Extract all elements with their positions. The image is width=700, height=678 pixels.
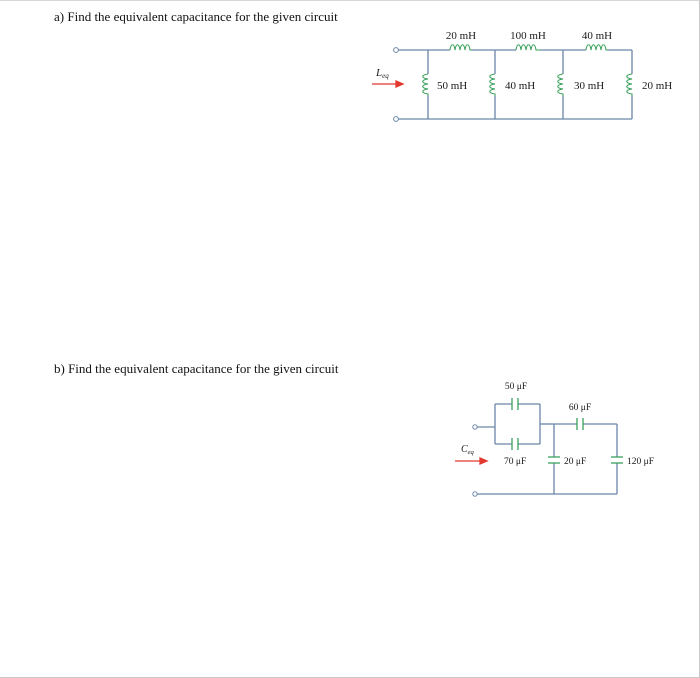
label-b-20uf: 20 μF (564, 457, 587, 467)
label-b-50uf: 50 μF (504, 382, 528, 392)
capacitor-b-50uf (512, 398, 518, 410)
label-a-20mh-series: 20 mH (445, 30, 477, 42)
label-a-40mh-series: 40 mH (581, 30, 613, 42)
capacitor-b-120uf (611, 457, 623, 463)
label-a-100mh-series: 100 mH (510, 30, 546, 42)
label-b-120uf: 120 μF (627, 457, 655, 467)
inductor-a-30mh-shunt (558, 74, 563, 96)
capacitor-b-20uf (548, 457, 560, 463)
terminal-b-top (473, 425, 477, 429)
question-a: a) Find the equivalent capacitance for the given circuit (54, 9, 338, 24)
inductor-a-20mh-shunt (627, 74, 632, 96)
terminal-a-bottom (394, 117, 399, 122)
capacitor-b-60uf (577, 418, 583, 430)
inductor-a-40mh-shunt (490, 74, 495, 96)
label-a-20mh-shunt: 20 mH (642, 80, 673, 92)
question-b: b) Find the equivalent capacitance for the given circuit (54, 361, 339, 376)
circuit-a (372, 30, 672, 121)
label-a-50mh-shunt: 50 mH (437, 80, 468, 92)
inductor-a-40mh-series (586, 45, 608, 50)
arrow-a-head (396, 81, 403, 87)
label-b-70uf: 70 μF (504, 457, 527, 467)
inductor-a-20mh-series (450, 45, 472, 50)
label-a-30mh-shunt: 30 mH (574, 80, 605, 92)
label-a-40mh-shunt: 40 mH (505, 80, 536, 92)
capacitor-b-70uf (512, 438, 518, 450)
arrow-b-head (480, 458, 487, 464)
circuit-b (455, 382, 654, 496)
terminal-b-bottom (473, 492, 477, 496)
terminal-a-top (394, 48, 399, 53)
label-b-60uf: 60 μF (568, 403, 592, 413)
port-label-a: Leq (376, 67, 389, 80)
inductor-a-100mh-series (516, 45, 540, 50)
inductor-a-50mh-shunt (423, 74, 428, 96)
port-label-b: $C_{eq}$ (461, 444, 474, 456)
